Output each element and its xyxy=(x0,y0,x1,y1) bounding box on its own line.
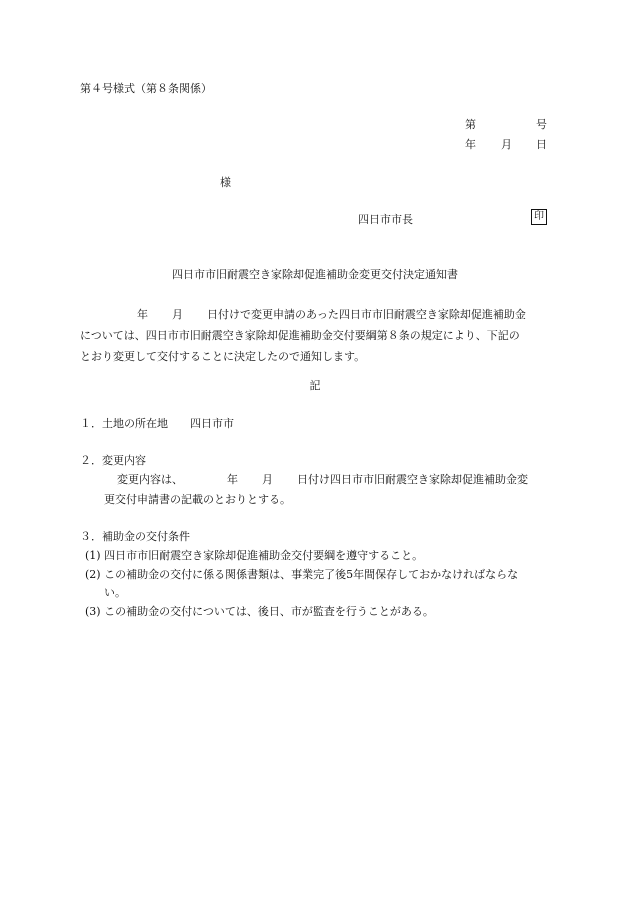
condition-1: (1) 四日市市旧耐震空き家除却促進補助金交付要綱を遵守すること。 xyxy=(85,549,424,562)
item-land-location xyxy=(80,417,234,430)
date-month-label: 月 xyxy=(501,138,512,151)
item-conditions-heading: ３．補助金の交付条件 xyxy=(80,530,190,543)
condition-2: (2) この補助金の交付に係る関係書類は、事業完了後5年間保存しておかなければならな xyxy=(85,568,519,581)
item-land-location-value: 四日市市 xyxy=(190,417,234,430)
condition-3: (3) この補助金の交付については、後日、市が監査を行うことがある。 xyxy=(85,605,434,618)
condition-2-continued: い。 xyxy=(104,586,126,599)
addressee-honorific: 様 xyxy=(220,176,231,189)
sender-name: 四日市市長 xyxy=(358,213,413,226)
document-number-suffix: 号 xyxy=(536,118,547,131)
seal-stamp: 印 xyxy=(531,209,547,225)
body-line-1-text: 日付けで変更申請のあった四日市市旧耐震空き家除却促進補助金 xyxy=(207,308,526,321)
body-year-label: 年 xyxy=(137,308,148,321)
body-month-label: 月 xyxy=(172,308,183,321)
item-change-line-1 xyxy=(117,473,528,486)
document-title: 四日市市旧耐震空き家除却促進補助金変更交付決定通知書 xyxy=(172,268,458,281)
item-change-year-label: 年 xyxy=(227,473,238,486)
form-number: 第４号様式（第８条関係） xyxy=(80,82,212,95)
item-change-text: 日付け四日市市旧耐震空き家除却促進補助金変 xyxy=(297,473,528,486)
item-change-month-label: 月 xyxy=(262,473,273,486)
item-change-prefix: 変更内容は、 xyxy=(117,473,183,486)
item-change-line-2: 更交付申請書の記載のとおりとする。 xyxy=(104,493,291,506)
date-day-label: 日 xyxy=(536,138,547,151)
body-line-3: とおり変更して交付することに決定したので通知します。 xyxy=(80,350,366,363)
ki-marker: 記 xyxy=(309,379,321,392)
body-line-1 xyxy=(80,304,550,325)
document-number-prefix: 第 xyxy=(465,118,476,131)
item-change-heading: ２．変更内容 xyxy=(80,454,146,467)
body-paragraph xyxy=(80,304,550,367)
item-land-location-label: １．土地の所在地 xyxy=(80,417,168,430)
body-line-2: については、四日市市旧耐震空き家除却促進補助金交付要綱第８条の規定により、下記の xyxy=(80,329,520,342)
date-year-label: 年 xyxy=(465,138,476,151)
